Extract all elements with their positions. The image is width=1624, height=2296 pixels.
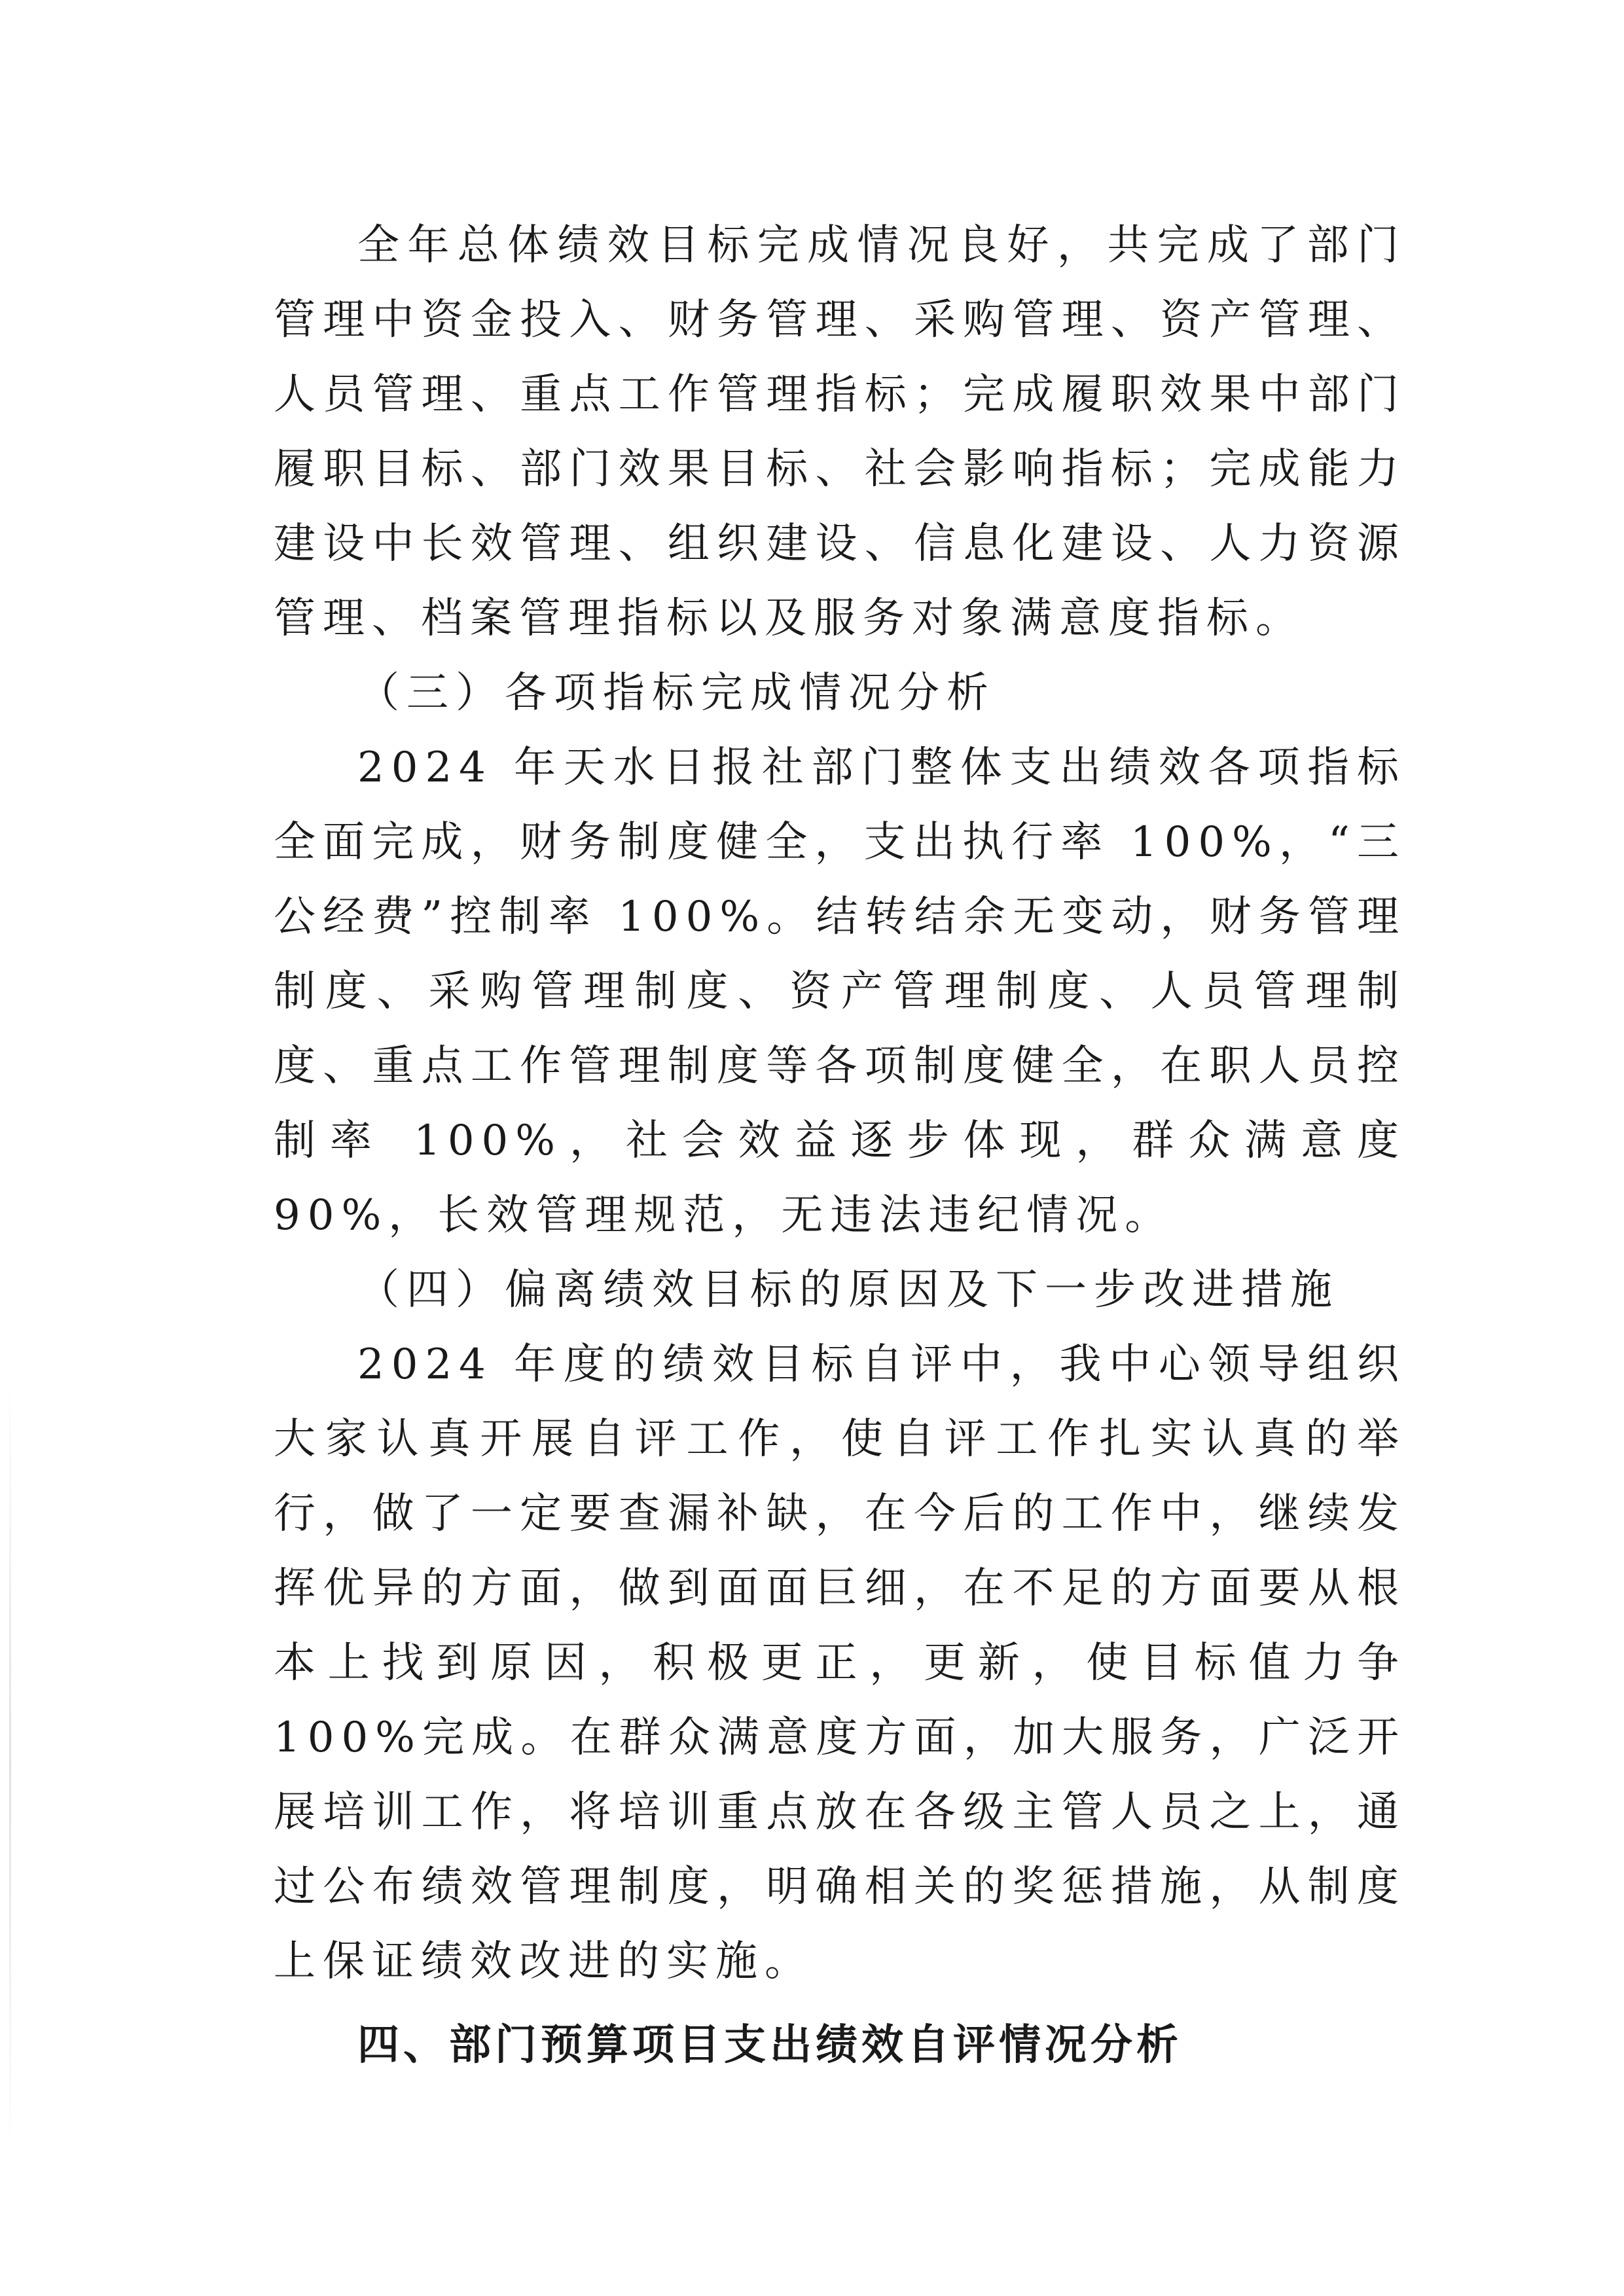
- paragraph-overall-goal: 全年总体绩效目标完成情况良好，共完成了部门管理中资金投入、财务管理、采购管理、资产管理、人员管理、重点工作管理指标；完成履职效果中部门履职目标、部门效果目标、社会影响指标；完成能力建设中长效管理、组织建设、信息化建设、人力资源管理、档案管理指标以及服务对象满意度指标。: [274, 221, 1406, 643]
- subheading-deviation-improvement: （四）偏离绩效目标的原因及下一步改进措施: [357, 1266, 1339, 1314]
- document-body: [274, 208, 1406, 2088]
- section-heading-project-expenditure: 四、部门预算项目支出绩效自评情况分析: [357, 2021, 1182, 2070]
- subheading-indicator-analysis: （三）各项指标完成情况分析: [357, 669, 996, 717]
- scan-edge-shadow: [9, 1374, 11, 2160]
- paragraph-indicator-analysis: 2024 年天水日报社部门整体支出绩效各项指标全面完成，财务制度健全，支出执行率 100%，“三公经费”控制率 100%。结转结余无变动，财务管理制度、采购管理制度、资产管理制度、人员管理制度、重点工作管理制度等各项制度健全，在职人员控制率 100%，社会效益逐步体现，群众满意度 90%，长效管理规范，无违法违纪情况。: [274, 744, 1406, 1240]
- paragraph-deviation-improvement: 2024 年度的绩效目标自评中，我中心领导组织大家认真开展自评工作，使自评工作扎实认真的举行，做了一定要查漏补缺，在今后的工作中，继续发挥优异的方面，做到面面巨细，在不足的方面要从根本上找到原因，积极更正，更新，使目标值力争 100%完成。在群众满意度方面，加大服务，广泛开展培训工作，将培训重点放在各级主管人员之上，通过公布绩效管理制度，明确相关的奖惩措施，从制度上保证绩效改进的实施。: [274, 1340, 1406, 1986]
